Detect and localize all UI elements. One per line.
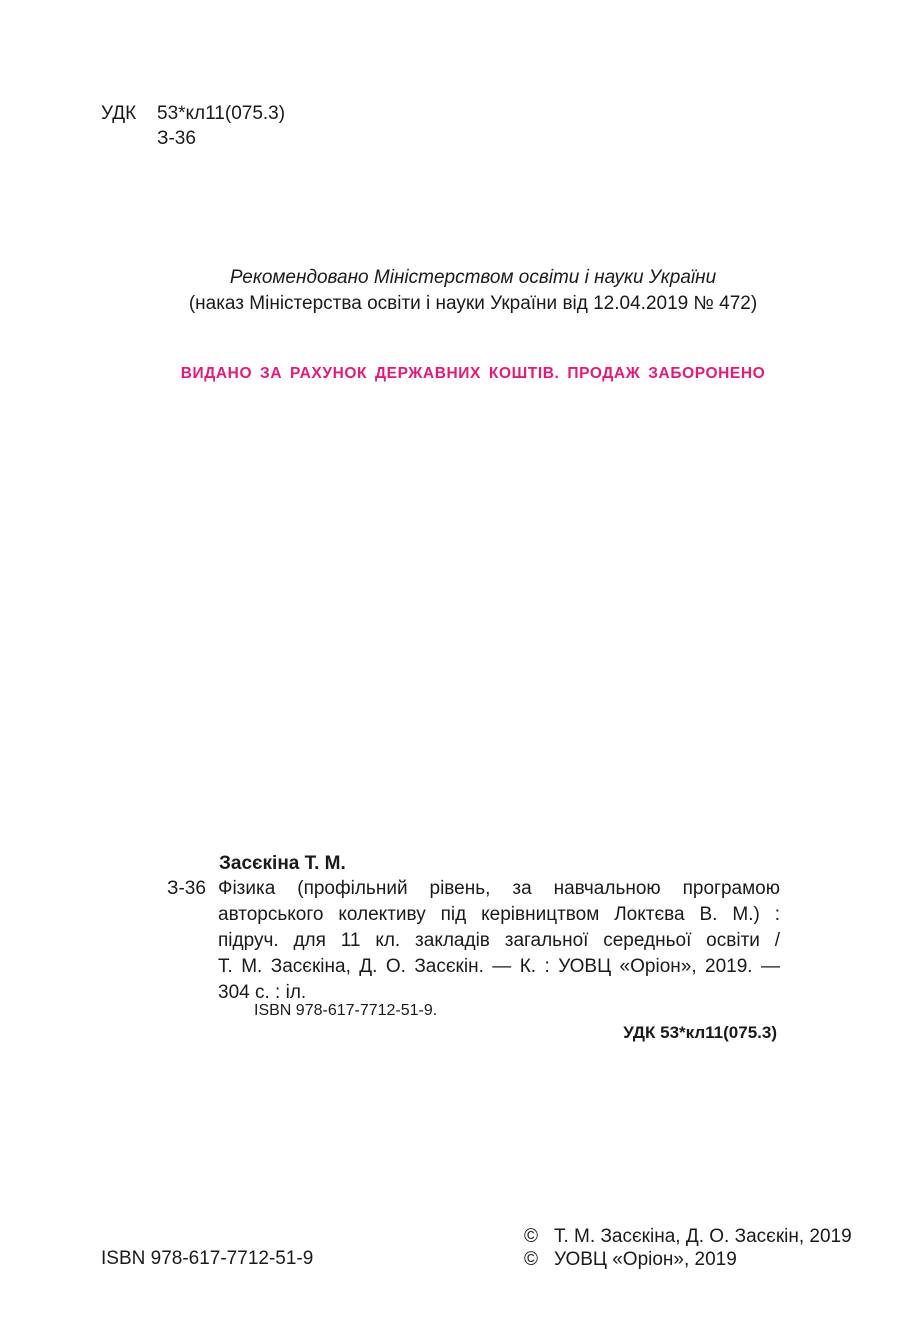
copyright-icon: © xyxy=(524,1249,538,1270)
author-index: З-36 xyxy=(157,128,196,149)
copyright-publisher xyxy=(524,1247,737,1273)
recommendation-line: Рекомендовано Міністерством освіти і науки України xyxy=(229,267,717,288)
catalog-isbn: ISBN 978-617-7712-51-9. xyxy=(254,1002,438,1019)
footer-isbn: ISBN 978-617-7712-51-9 xyxy=(101,1248,314,1269)
catalog-description xyxy=(218,876,780,1006)
catalog-index: З-36 xyxy=(167,878,206,899)
catalog-udk: УДК 53*кл11(075.3) xyxy=(623,1023,777,1042)
sale-prohibited-notice: ВИДАНО ЗА РАХУНОК ДЕРЖАВНИХ КОШТІВ. ПРОДАЖ ЗАБОРОНЕНО xyxy=(180,365,766,382)
catalog-line: Фізика (профільний рівень, за навчальною програмою xyxy=(218,878,780,899)
catalog-author: Засєкіна Т. М. xyxy=(219,853,346,874)
copyright-icon: © xyxy=(524,1226,538,1247)
udk-label: УДК xyxy=(101,103,137,124)
catalog-line: підруч. для 11 кл. закладів загальної середньої освіти / xyxy=(218,930,780,951)
catalog-line: авторського колективу під керівництвом Локтєва В. М.) : xyxy=(218,904,780,925)
udk-code: 53*кл11(075.3) xyxy=(157,103,286,124)
copyright-publisher-text: УОВЦ «Оріон», 2019 xyxy=(554,1249,737,1270)
copyright-authors-text: Т. М. Засєкіна, Д. О. Засєкін, 2019 xyxy=(554,1226,852,1247)
catalog-line: Т. М. Засєкіна, Д. О. Засєкін. — К. : УОВЦ «Оріон», 2019. — xyxy=(218,956,780,977)
catalog-line: 304 с. : іл. xyxy=(218,982,307,1003)
ministry-order-line: (наказ Міністерства освіти і науки України від 12.04.2019 № 472) xyxy=(188,293,758,314)
